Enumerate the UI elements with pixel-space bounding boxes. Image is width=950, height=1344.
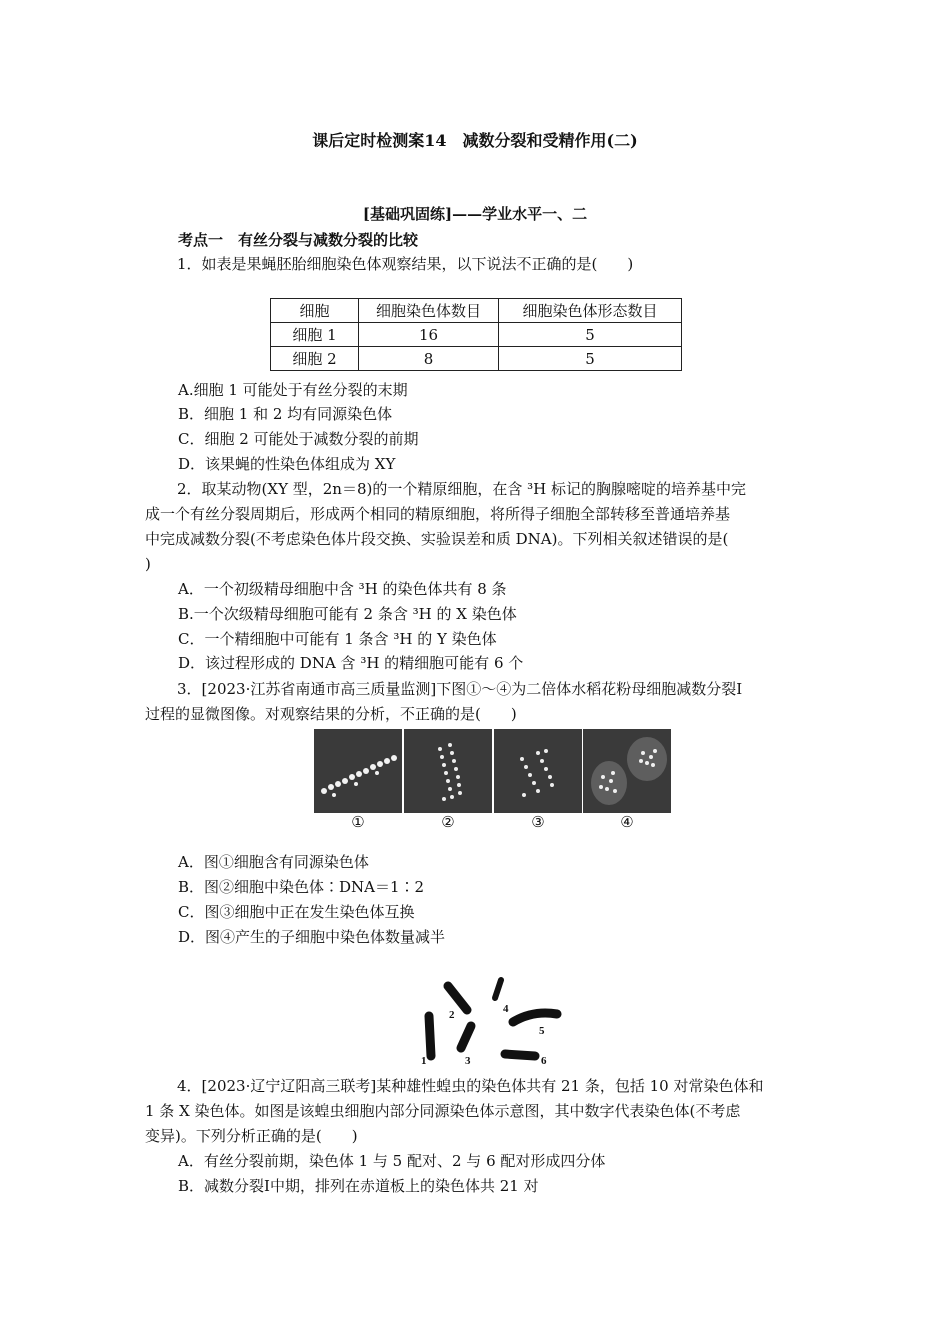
table-cell: 5 <box>499 347 682 371</box>
chromosome-5 <box>513 1013 557 1022</box>
chromosome-2 <box>448 986 467 1010</box>
micrograph-label-1: ① <box>351 813 365 831</box>
q4-option-a: A．有丝分裂前期，染色体 1 与 5 配对、2 与 6 配对形成四分体 <box>178 1152 606 1170</box>
chromosome-1 <box>429 1016 431 1056</box>
q3-stem-line1: 3．[2023·江苏省南通市高三质量监测]下图①～④为二倍体水稻花粉母细胞减数分裂Ⅰ <box>177 680 743 698</box>
q3-option-b: B．图②细胞中染色体∶DNA＝1∶2 <box>178 878 425 896</box>
table-header: 细胞 <box>271 299 359 323</box>
table-cell: 8 <box>359 347 499 371</box>
table-cell: 细胞 2 <box>271 347 359 371</box>
q3-option-c: C．图③细胞中正在发生染色体互换 <box>178 903 415 921</box>
topic-heading: 考点一 有丝分裂与减数分裂的比较 <box>178 231 419 249</box>
q2-stem-line2: 成一个有丝分裂周期后，形成两个相同的精原细胞，将所得子细胞全部转移至普通培养基 <box>145 505 731 523</box>
q3-stem-line2: 过程的显微图像。对观察结果的分析，不正确的是( ) <box>145 705 517 723</box>
q2-stem-line3: 中完成减数分裂(不考虑染色体片段交换、实验误差和质 DNA)。下列相关叙述错误的是( <box>145 530 729 548</box>
q4-stem-line2: 1 条 X 染色体。如图是该蝗虫细胞内部分同源染色体示意图，其中数字代表染色体(不考虑 <box>145 1102 741 1120</box>
q2-stem-line1: 2．取某动物(XY 型，2n＝8)的一个精原细胞，在含 ³H 标记的胸腺嘧啶的培养基中完 <box>177 480 746 498</box>
table-row <box>271 299 682 323</box>
q1-option-a: A.细胞 1 可能处于有丝分裂的末期 <box>178 381 408 399</box>
q2-stem-line4: ) <box>145 555 151 573</box>
q3-option-a: A．图①细胞含有同源染色体 <box>178 853 369 871</box>
micrograph-3 <box>494 729 582 813</box>
chromosome-6 <box>505 1054 535 1056</box>
q1-option-d: D．该果蝇的性染色体组成为 XY <box>178 455 396 473</box>
chromosome-diagram <box>415 972 565 1067</box>
table-header: 细胞染色体数目 <box>359 299 499 323</box>
chromosome-label-5: 5 <box>539 1025 545 1037</box>
q2-option-d: D．该过程形成的 DNA 含 ³H 的精细胞可能有 6 个 <box>178 654 524 672</box>
q2-option-c: C．一个精细胞中可能有 1 条含 ³H 的 Y 染色体 <box>178 630 497 648</box>
page-title: 课后定时检测案14 减数分裂和受精作用(二) <box>312 131 638 150</box>
table-cell: 细胞 1 <box>271 323 359 347</box>
micrograph-2 <box>404 729 492 813</box>
chromosome-4 <box>495 980 501 998</box>
chromosome-3 <box>461 1026 471 1048</box>
micrograph-label-2: ② <box>441 813 455 831</box>
q2-option-a: A．一个初级精母细胞中含 ³H 的染色体共有 8 条 <box>178 580 507 598</box>
q1-stem: 1．如表是果蝇胚胎细胞染色体观察结果，以下说法不正确的是( ) <box>177 255 634 273</box>
micrograph-4 <box>583 729 671 813</box>
table-cell: 5 <box>499 323 682 347</box>
q1-option-c: C．细胞 2 可能处于减数分裂的前期 <box>178 430 419 448</box>
q1-option-b: B．细胞 1 和 2 均有同源染色体 <box>178 405 393 423</box>
micrograph-1 <box>314 729 402 813</box>
micrograph-label-4: ④ <box>620 813 634 831</box>
chromosome-label-3: 3 <box>465 1055 471 1067</box>
q4-stem-line3: 变异)。下列分析正确的是( ) <box>145 1127 358 1145</box>
micrograph-label-3: ③ <box>531 813 545 831</box>
chromosome-label-2: 2 <box>449 1009 455 1021</box>
q4-option-b: B．减数分裂Ⅰ中期，排列在赤道板上的染色体共 21 对 <box>178 1177 539 1195</box>
table-row <box>271 347 682 371</box>
chromosome-label-4: 4 <box>503 1003 509 1015</box>
table-row <box>271 323 682 347</box>
q3-option-d: D．图④产生的子细胞中染色体数量减半 <box>178 928 446 946</box>
table-header: 细胞染色体形态数目 <box>499 299 682 323</box>
section-heading: [基础巩固练]——学业水平一、二 <box>362 205 588 223</box>
q2-option-b: B.一个次级精母细胞可能有 2 条含 ³H 的 X 染色体 <box>178 605 517 623</box>
q1-table <box>270 298 682 371</box>
chromosome-label-1: 1 <box>421 1055 427 1067</box>
q4-stem-line1: 4．[2023·辽宁辽阳高三联考]某种雄性蝗虫的染色体共有 21 条，包括 10 对常染色体和 <box>177 1077 764 1095</box>
chromosome-label-6: 6 <box>541 1055 547 1067</box>
table-cell: 16 <box>359 323 499 347</box>
